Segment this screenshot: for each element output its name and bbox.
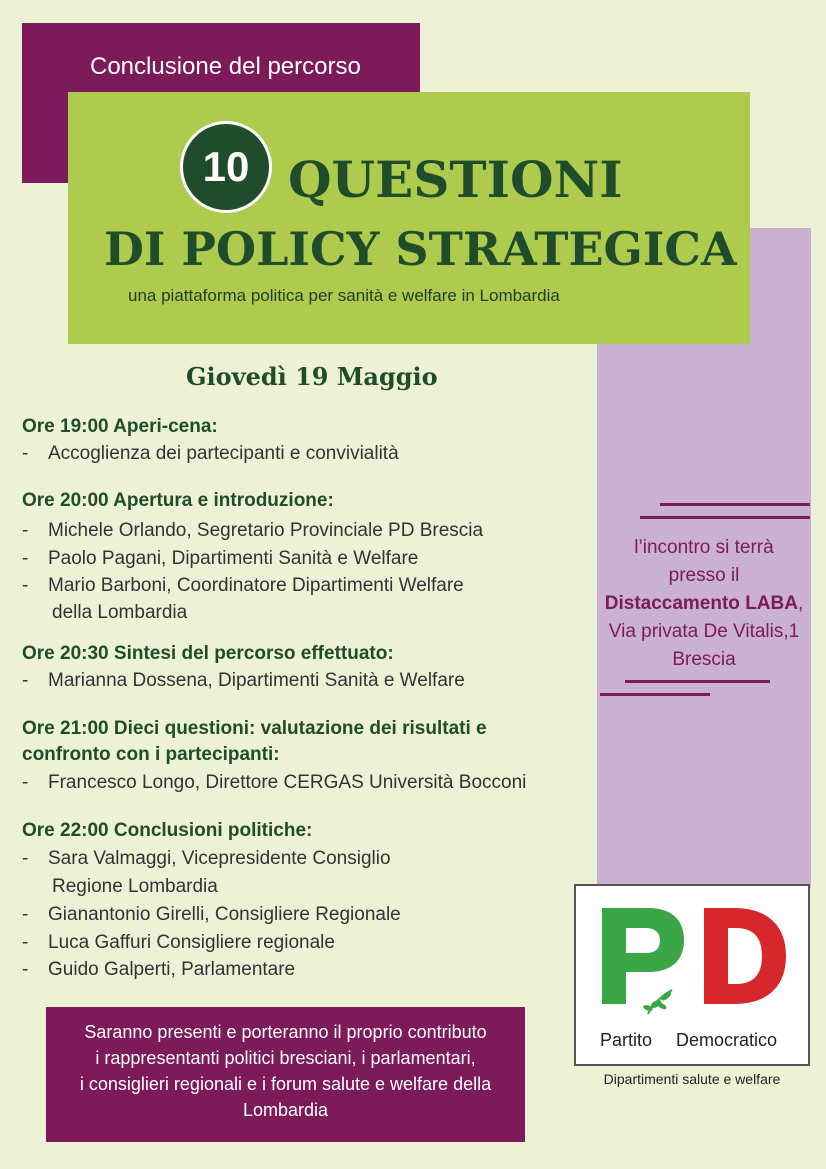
program-item bbox=[22, 904, 401, 926]
decorative-line bbox=[660, 503, 810, 506]
decorative-line bbox=[640, 516, 810, 519]
number-badge: 10 bbox=[180, 121, 272, 213]
header-kicker: Conclusione del percorso bbox=[90, 53, 361, 80]
dash: - bbox=[22, 904, 29, 925]
program-item bbox=[22, 932, 335, 954]
program-item bbox=[22, 443, 399, 465]
program-item bbox=[22, 575, 464, 597]
dash: - bbox=[22, 932, 29, 953]
program-item bbox=[22, 772, 526, 794]
program-item-text: Francesco Longo, Direttore CERGAS Università Bocconi bbox=[48, 772, 527, 793]
venue-address: Via privata De Vitalis,1 bbox=[608, 621, 800, 642]
dash: - bbox=[22, 772, 29, 793]
program-item-text: Guido Galperti, Parlamentare bbox=[48, 959, 296, 980]
program-item bbox=[22, 520, 483, 542]
decorative-line bbox=[600, 693, 710, 696]
pd-name-part1: Partito bbox=[600, 1030, 653, 1050]
pd-d-letter bbox=[704, 908, 786, 1004]
program-item-text: Gianantonio Girelli, Consigliere Regionale bbox=[48, 904, 401, 925]
program-item-continuation: della Lombardia bbox=[52, 602, 188, 623]
program-item-text: Sara Valmaggi, Vicepresidente Consiglio bbox=[48, 848, 391, 869]
note-line: i rappresentanti politici bresciani, i parlamentari, bbox=[95, 1048, 476, 1068]
section-heading-2100: Ore 21:00 Dieci questioni: valutazione dei risultati e bbox=[22, 718, 487, 739]
venue-name bbox=[597, 590, 811, 618]
section-heading-2200: Ore 22:00 Conclusioni politiche: bbox=[22, 820, 313, 841]
program-item-text: Marianna Dossena, Dipartimenti Sanità e Welfare bbox=[48, 670, 465, 691]
venue-name-suffix: , bbox=[797, 593, 804, 614]
pd-logo bbox=[574, 884, 810, 1066]
title-line-1: QUESTIONI bbox=[288, 150, 623, 209]
program-item-text: Mario Barboni, Coordinatore Dipartimenti Welfare bbox=[48, 575, 464, 596]
pd-name-part2: Democratico bbox=[676, 1030, 778, 1050]
section-heading-1900: Ore 19:00 Aperi-cena: bbox=[22, 416, 218, 437]
program-item-text: Luca Gaffuri Consigliere regionale bbox=[48, 932, 335, 953]
event-date: Giovedì 19 Maggio bbox=[186, 362, 438, 391]
dash: - bbox=[22, 575, 29, 596]
venue-line: l’incontro si terrà bbox=[634, 537, 774, 558]
program-item bbox=[22, 959, 295, 981]
note-line: i consiglieri regionali e i forum salute e welfare della bbox=[79, 1074, 492, 1094]
note-line: Saranno presenti e porteranno il proprio contributo bbox=[84, 1022, 487, 1042]
program-item bbox=[22, 848, 391, 870]
dash: - bbox=[22, 848, 29, 869]
note-line: Lombardia bbox=[242, 1100, 329, 1120]
program-item-text: Accoglienza dei partecipanti e convivialità bbox=[48, 443, 399, 464]
venue-name-text: Distaccamento LABA bbox=[604, 593, 798, 614]
subtitle: una piattaforma politica per sanità e welfare in Lombardia bbox=[128, 286, 560, 305]
decorative-line bbox=[625, 680, 770, 683]
program-item bbox=[22, 548, 418, 570]
pd-logo-graphic bbox=[576, 886, 808, 1064]
dash: - bbox=[22, 548, 29, 569]
section-heading-2100-cont: confronto con i partecipanti: bbox=[22, 744, 280, 765]
section-heading-2030: Ore 20:30 Sintesi del percorso effettuato: bbox=[22, 643, 394, 664]
section-heading-2000: Ore 20:00 Apertura e introduzione: bbox=[22, 490, 334, 511]
venue-line: presso il bbox=[668, 565, 740, 586]
program-item bbox=[22, 670, 465, 692]
dash: - bbox=[22, 959, 29, 980]
program-item-text: Paolo Pagani, Dipartimenti Sanità e Welfare bbox=[48, 548, 419, 569]
title-line-2: DI POLICY STRATEGICA bbox=[104, 222, 737, 276]
venue-info bbox=[597, 534, 811, 674]
dash: - bbox=[22, 520, 29, 541]
dash: - bbox=[22, 670, 29, 691]
participants-note bbox=[46, 1007, 525, 1142]
logo-caption: Dipartimenti salute e welfare bbox=[603, 1071, 781, 1087]
dash: - bbox=[22, 443, 29, 464]
program-item-text: Michele Orlando, Segretario Provinciale PD Brescia bbox=[48, 520, 484, 541]
program-item-continuation: Regione Lombardia bbox=[52, 876, 218, 897]
venue-city: Brescia bbox=[672, 649, 736, 670]
title-green-panel bbox=[68, 92, 750, 344]
